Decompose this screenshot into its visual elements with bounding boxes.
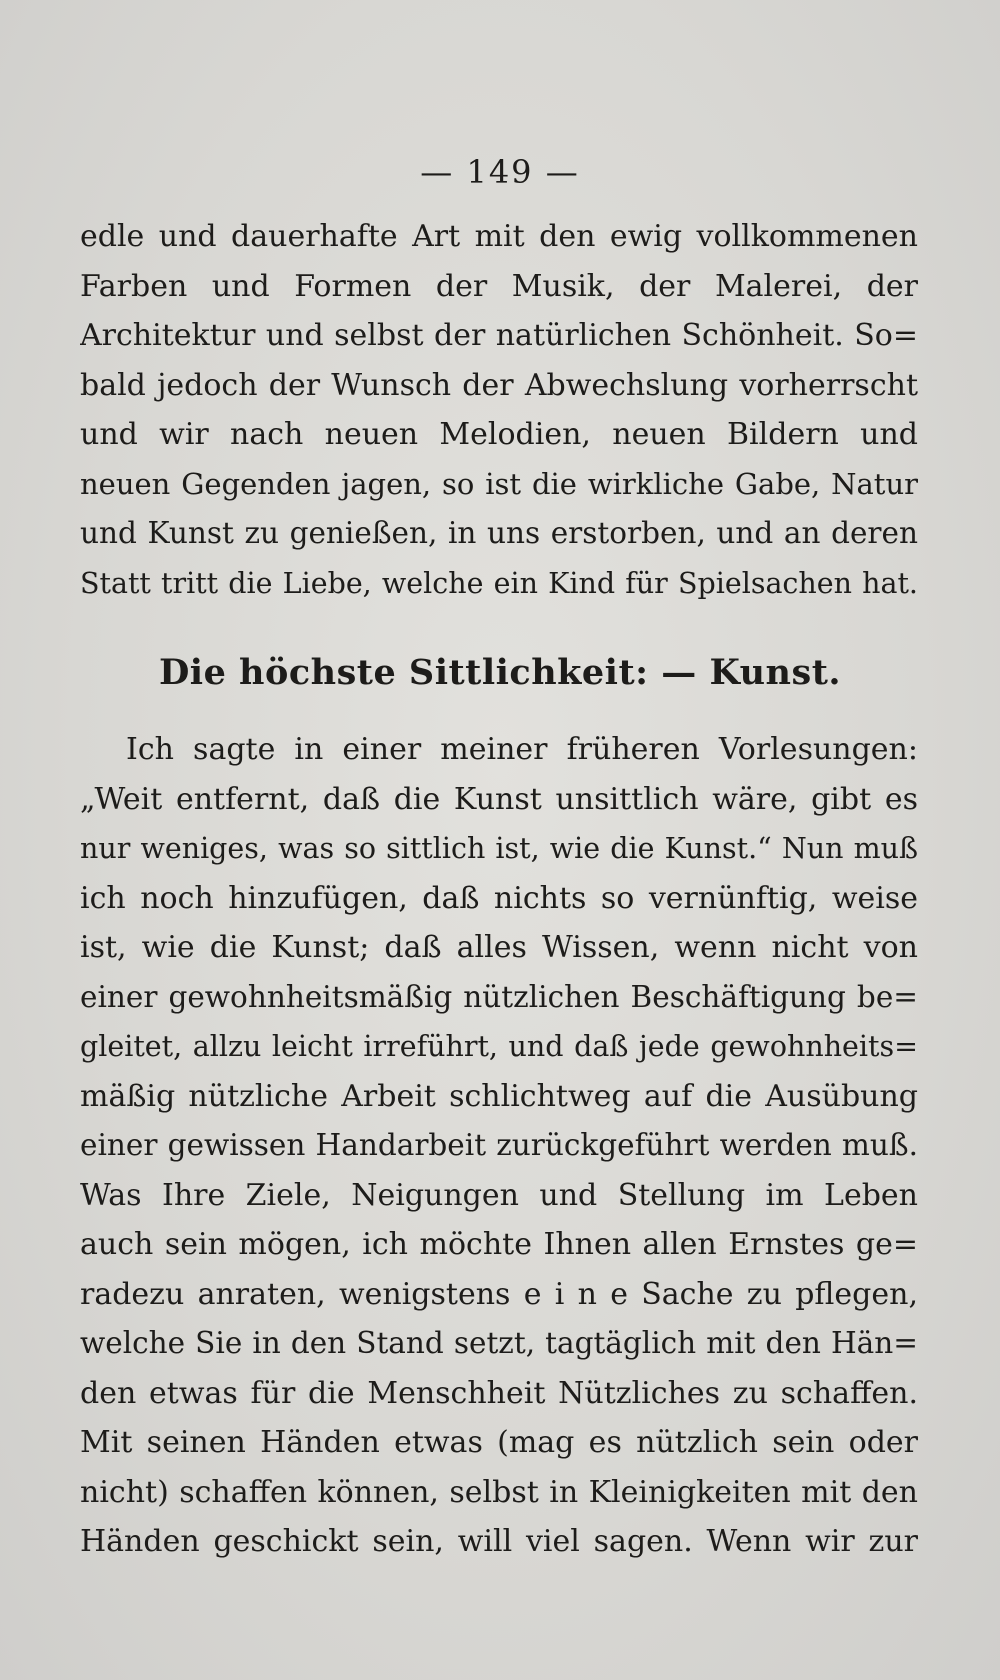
text-line: nur weniges, was so sittlich ist, wie die Kunst.“ Nun muß xyxy=(80,832,918,865)
text-line: Was Ihre Ziele, Neigungen und Stellung im Leben xyxy=(80,1177,918,1213)
text-line: edle und dauerhafte Art mit den ewig vollkommenen xyxy=(80,219,918,254)
paragraph-2 xyxy=(80,725,918,1567)
text-line: bald jedoch der Wunsch der Abwechslung vorherrscht xyxy=(80,367,918,403)
text-line: einer gewohnheitsmäßig nützlichen Beschäftigung be= xyxy=(80,979,918,1014)
text-line: „Weit entfernt, daß die Kunst unsittlich wäre, gibt es xyxy=(80,781,918,817)
text-line: den etwas für die Menschheit Nützliches zu schaffen. xyxy=(80,1375,918,1411)
text-line: gleitet, allzu leicht irreführt, und daß jede gewohnheits= xyxy=(80,1030,918,1063)
text-line: Mit seinen Händen etwas (mag es nützlich sein oder xyxy=(80,1425,918,1460)
text-line: nicht) schaffen können, selbst in Kleinigkeiten mit den xyxy=(80,1474,918,1510)
text-line: welche Sie in den Stand setzt, tagtäglich mit den Hän= xyxy=(80,1326,918,1360)
text-line: mäßig nützliche Arbeit schlichtweg auf die Ausübung xyxy=(80,1078,918,1114)
text-line: ich noch hinzufügen, daß nichts so vernünftig, weise xyxy=(80,880,918,916)
text-line: neuen Gegenden jagen, so ist die wirkliche Gabe, Natur xyxy=(80,466,918,501)
text-line: Ich sagte in einer meiner früheren Vorlesungen: xyxy=(126,732,918,767)
text-line: radezu anraten, wenigstens e i n e Sache zu pflegen, xyxy=(80,1276,918,1312)
paragraph-1 xyxy=(80,212,918,608)
page-number: — 149 — xyxy=(420,153,580,191)
text-line: Händen geschickt sein, will viel sagen. Wenn wir zur xyxy=(80,1524,918,1559)
text-line: Statt tritt die Liebe, welche ein Kind für Spielsachen hat. xyxy=(80,566,918,600)
section-heading: Die höchste Sittlichkeit: — Kunst. xyxy=(158,652,842,693)
text-line: und wir nach neuen Melodien, neuen Bildern und xyxy=(80,417,918,452)
text-line: und Kunst zu genießen, in uns erstorben, und an deren xyxy=(80,516,918,550)
text-line: Architektur und selbst der natürlichen Schönheit. So= xyxy=(80,318,918,353)
text-line: einer gewissen Handarbeit zurückgeführt werden muß. xyxy=(80,1128,918,1162)
text-line: ist, wie die Kunst; daß alles Wissen, wenn nicht von xyxy=(80,930,918,965)
text-line: auch sein mögen, ich möchte Ihnen allen Ernstes ge= xyxy=(80,1227,918,1262)
text-line: Farben und Formen der Musik, der Malerei, der xyxy=(80,268,918,304)
